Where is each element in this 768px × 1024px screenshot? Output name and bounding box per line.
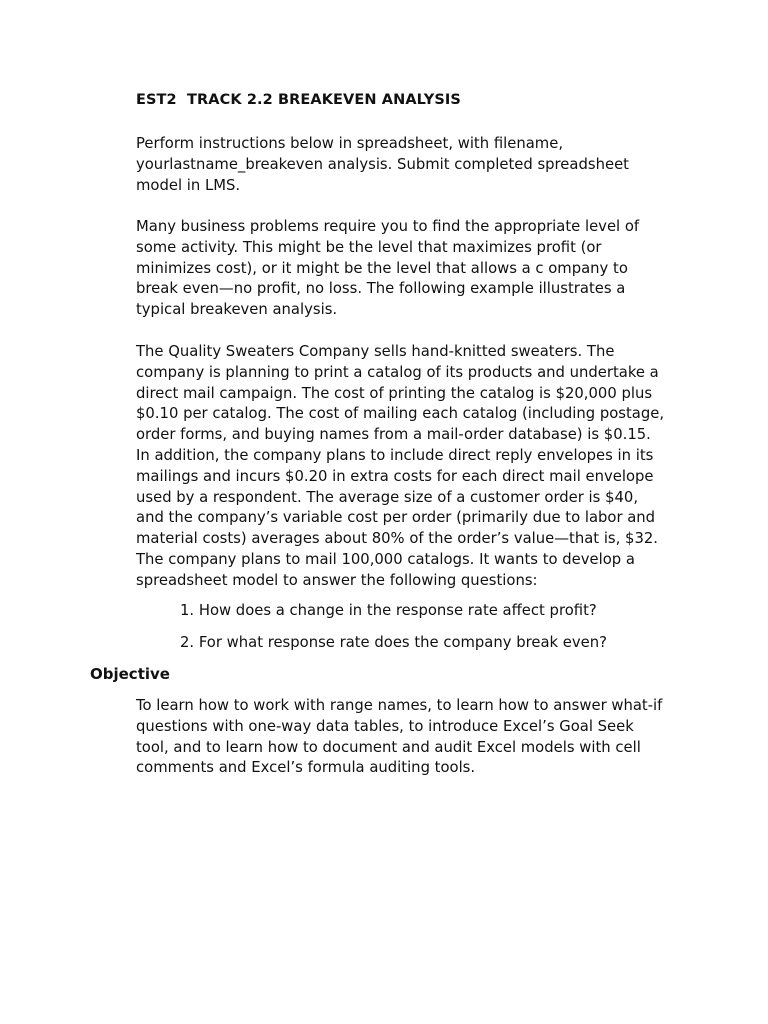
paragraph-line: and the company’s variable cost per order (primarily due to labor and [136,509,656,527]
paragraph-line: typical breakeven analysis. [136,301,338,319]
paragraph-line: The Quality Sweaters Company sells hand-knitted sweaters. The [136,343,615,360]
paragraph-line: questions with one-way data tables, to introduce Excel’s Goal Seek [136,717,634,735]
paragraph-line: used by a respondent. The average size of a customer order is $40, [136,488,639,506]
paragraph-line: Many business problems require you to find the appropriate level of [136,218,640,235]
paragraph-line: some activity. This might be the level that maximizes profit (or [136,238,602,256]
objective-paragraph [136,696,696,779]
question-item: 1. How does a change in the response rate affect profit? [180,602,597,619]
paragraph-line: $0.10 per catalog. The cost of mailing each catalog (including postage, [136,405,665,423]
paragraph-line: break even—no profit, no loss. The following example illustrates a [136,280,626,298]
paragraph-line: To learn how to work with range names, to learn how to answer what-if [136,697,663,714]
paragraph-line: company is planning to print a catalog of its products and undertake a [136,363,659,381]
paragraph-line: In addition, the company plans to include direct reply envelopes in its [136,446,654,464]
intro-line: model in LMS. [136,176,241,194]
paragraph-line: comments and Excel’s formula auditing tools. [136,759,476,777]
paragraph-line: tool, and to learn how to document and audit Excel models with cell [136,738,641,756]
objective-heading: Objective [90,665,170,683]
intro-line: yourlastname_breakeven analysis. Submit completed spreadsheet [136,155,629,173]
document-title: EST2 TRACK 2.2 BREAKEVEN ANALYSIS [136,92,461,108]
question-item: 2. For what response rate does the company break even? [180,634,608,651]
case-description-paragraph [136,342,696,592]
paragraph-line: material costs) averages about 80% of the order’s value—that is, $32. [136,530,658,548]
intro-line: Perform instructions below in spreadsheet, with filename, [136,135,564,152]
paragraph-line: order forms, and buying names from a mail-order database) is $0.15. [136,426,651,444]
business-problems-paragraph [136,217,696,321]
paragraph-line: The company plans to mail 100,000 catalogs. It wants to develop a [136,550,635,568]
paragraph-line: mailings and incurs $0.20 in extra costs for each direct mail envelope [136,467,654,485]
intro-paragraph [136,134,696,196]
paragraph-line: minimizes cost), or it might be the level that allows a c ompany to [136,259,628,277]
paragraph-line: direct mail campaign. The cost of printing the catalog is $20,000 plus [136,384,653,402]
paragraph-line: spreadsheet model to answer the following questions: [136,571,538,589]
